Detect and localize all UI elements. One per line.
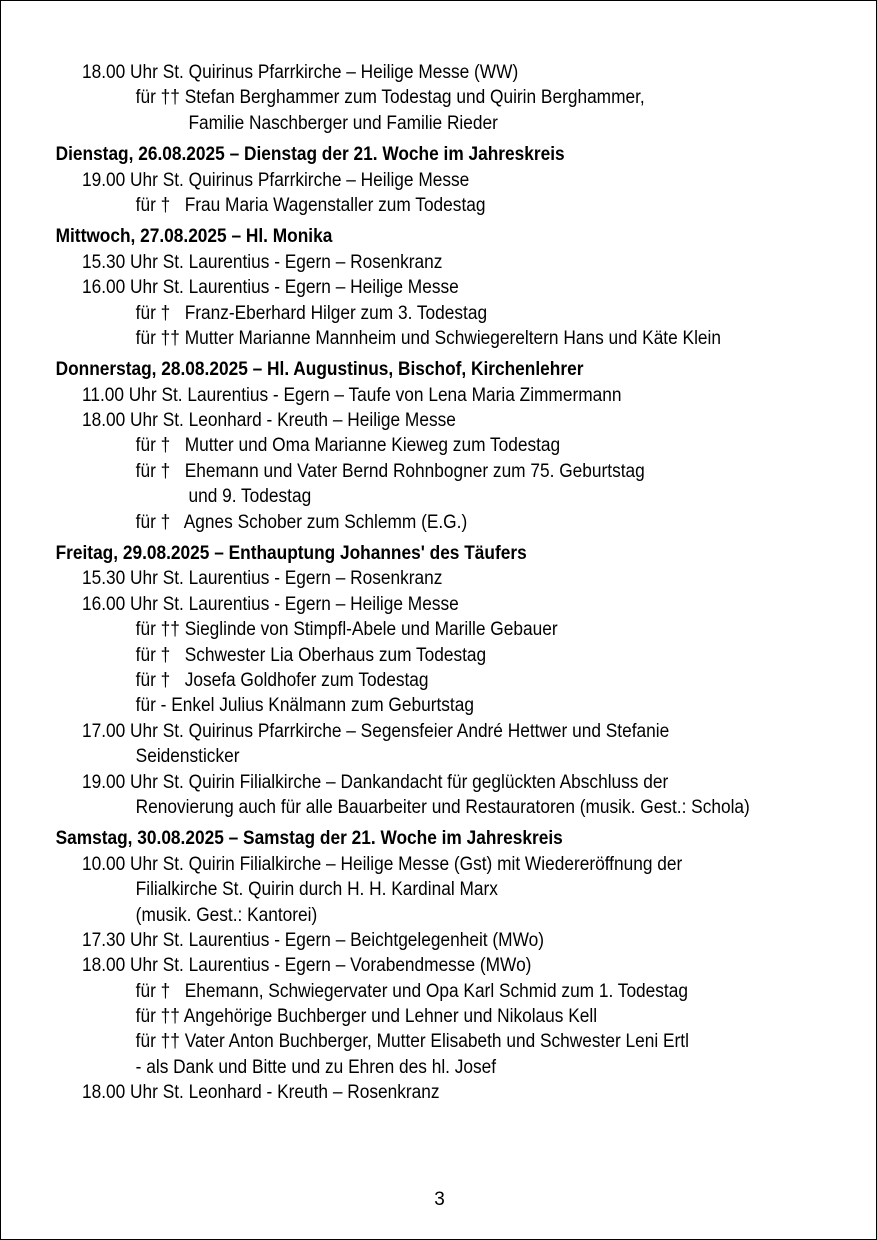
service-entry: 18.00 Uhr St. Laurentius - Egern – Vorabendmesse (MWo) bbox=[81, 955, 532, 977]
mass-intention: für †† Mutter Marianne Mannheim und Schwiegereltern Hans und Käte Klein bbox=[135, 327, 721, 349]
service-entry: 18.00 Uhr St. Quirinus Pfarrkirche – Heilige Messe (WW) bbox=[81, 62, 519, 83]
mass-intention: für †† Angehörige Buchberger und Lehner und Nikolaus Kell bbox=[135, 1006, 598, 1028]
service-entry: 18.00 Uhr St. Leonhard - Kreuth – Heilige Messe bbox=[81, 410, 456, 432]
service-entry-continued: Seidensticker bbox=[135, 746, 240, 768]
mass-intention: für † Franz-Eberhard Hilger zum 3. Todestag bbox=[135, 302, 488, 324]
service-entry: 19.00 Uhr St. Quirinus Pfarrkirche – Heilige Messe bbox=[81, 169, 470, 191]
service-entry: 15.30 Uhr St. Laurentius - Egern – Rosenkranz bbox=[81, 251, 443, 273]
service-entry: 11.00 Uhr St. Laurentius - Egern – Taufe von Lena Maria Zimmermann bbox=[81, 384, 622, 406]
mass-intention: für †† Vater Anton Buchberger, Mutter Elisabeth und Schwester Leni Ertl bbox=[135, 1031, 689, 1053]
mass-intention: für † Mutter und Oma Marianne Kieweg zum Todestag bbox=[135, 435, 561, 457]
mass-intention-continued: Familie Naschberger und Familie Rieder bbox=[188, 112, 498, 134]
mass-intention: für † Agnes Schober zum Schlemm (E.G.) bbox=[135, 511, 468, 533]
page-number: 3 bbox=[434, 1189, 445, 1210]
day-heading: Donnerstag, 28.08.2025 – Hl. Augustinus, Bischof, Kirchenlehrer bbox=[55, 359, 584, 381]
service-entry-continued: Renovierung auch für alle Bauarbeiter und Restauratoren (musik. Gest.: Schola) bbox=[135, 796, 750, 818]
service-entry: 16.00 Uhr St. Laurentius - Egern – Heilige Messe bbox=[81, 593, 459, 615]
service-entry: 17.30 Uhr St. Laurentius - Egern – Beichtgelegenheit (MWo) bbox=[81, 929, 544, 951]
mass-intention: für - Enkel Julius Knälmann zum Geburtstag bbox=[135, 695, 474, 717]
mass-intention: für † Ehemann, Schwiegervater und Opa Karl Schmid zum 1. Todestag bbox=[135, 980, 688, 1002]
mass-intention: für † Frau Maria Wagenstaller zum Todestag bbox=[135, 194, 486, 216]
service-entry: 18.00 Uhr St. Leonhard - Kreuth – Rosenkranz bbox=[81, 1082, 440, 1104]
mass-intention: für † Schwester Lia Oberhaus zum Todestag bbox=[135, 644, 487, 666]
service-entry-continued: (musik. Gest.: Kantorei) bbox=[135, 904, 318, 926]
service-entry: 16.00 Uhr St. Laurentius - Egern – Heilige Messe bbox=[81, 277, 459, 299]
day-heading: Dienstag, 26.08.2025 – Dienstag der 21. Woche im Jahreskreis bbox=[55, 144, 565, 166]
service-entry-continued: - als Dank und Bitte und zu Ehren des hl. Josef bbox=[135, 1056, 497, 1078]
mass-intention: für † Ehemann und Vater Bernd Rohnbogner zum 75. Geburtstag bbox=[135, 460, 645, 482]
mass-intention: für †† Sieglinde von Stimpfl-Abele und Marille Gebauer bbox=[135, 619, 558, 641]
day-heading: Mittwoch, 27.08.2025 – Hl. Monika bbox=[55, 226, 333, 248]
mass-intention-continued: und 9. Todestag bbox=[188, 486, 312, 508]
mass-intention: für † Josefa Goldhofer zum Todestag bbox=[135, 669, 429, 691]
day-heading: Samstag, 30.08.2025 – Samstag der 21. Woche im Jahreskreis bbox=[55, 828, 563, 850]
service-entry: 17.00 Uhr St. Quirinus Pfarrkirche – Segensfeier André Hettwer und Stefanie bbox=[81, 720, 670, 742]
service-entry: 19.00 Uhr St. Quirin Filialkirche – Dankandacht für geglückten Abschluss der bbox=[81, 771, 669, 793]
schedule-content bbox=[1, 60, 877, 1106]
service-entry: 10.00 Uhr St. Quirin Filialkirche – Heilige Messe (Gst) mit Wiedereröffnung der bbox=[81, 853, 683, 875]
service-entry: 15.30 Uhr St. Laurentius - Egern – Rosenkranz bbox=[81, 568, 443, 590]
mass-intention: für †† Stefan Berghammer zum Todestag und Quirin Berghammer, bbox=[135, 87, 645, 109]
service-entry-continued: Filialkirche St. Quirin durch H. H. Kardinal Marx bbox=[135, 879, 498, 901]
day-heading: Freitag, 29.08.2025 – Enthauptung Johannes' des Täufers bbox=[55, 543, 527, 565]
